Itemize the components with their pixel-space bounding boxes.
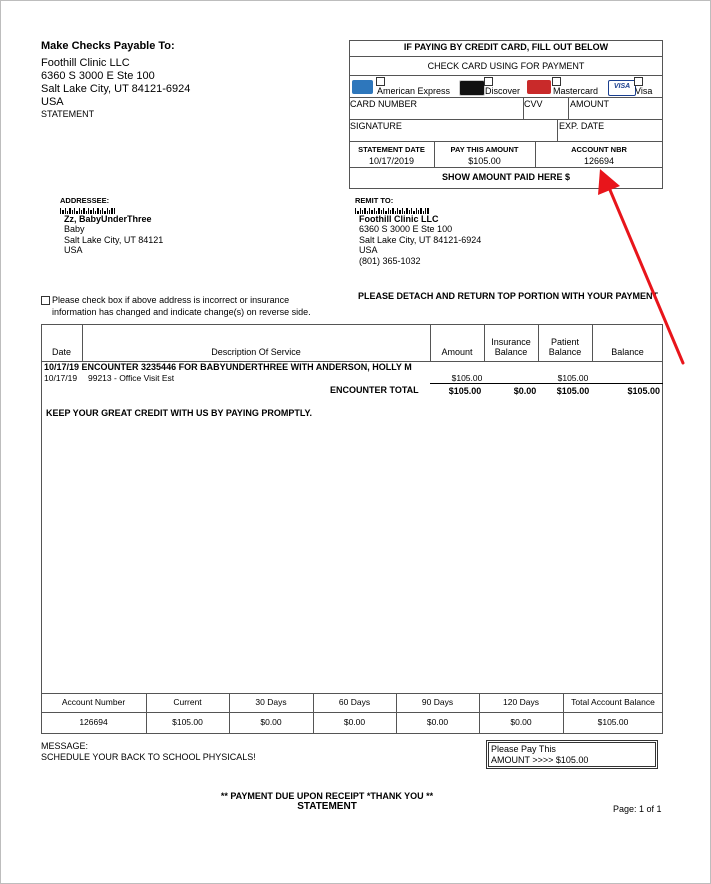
col-header-insurance: Insurance Balance	[491, 337, 531, 357]
aging-value: $0.00	[426, 717, 449, 727]
cvv-field[interactable]: CVV	[524, 99, 543, 109]
col-header-description: Description Of Service	[211, 347, 301, 357]
account-nbr-value: 126694	[583, 156, 615, 166]
service-date: 10/17/19	[44, 373, 78, 383]
addressee-country: USA	[64, 245, 83, 255]
aging-header: 90 Days	[421, 697, 454, 707]
account-nbr-label: ACCOUNT NBR	[571, 145, 627, 154]
aging-header: 120 Days	[503, 697, 539, 707]
visa-logo-icon: VISA	[608, 80, 636, 96]
aging-header: Total Account Balance	[571, 697, 655, 707]
addressee-name: Zz, BabyUnderThree	[64, 213, 152, 224]
aging-header: Current	[173, 697, 202, 707]
remit-street: 6360 S 3000 E Ste 100	[359, 224, 453, 234]
amex-checkbox[interactable]	[376, 77, 385, 86]
notice-line1: Please check box if above address is incorrect or insurance	[52, 295, 290, 305]
pay-amount-label: PAY THIS AMOUNT	[450, 145, 519, 154]
message-label: MESSAGE:	[41, 741, 89, 751]
aging-value: $105.00	[597, 717, 629, 727]
check-card-label: CHECK CARD USING FOR PAYMENT	[427, 61, 585, 71]
remit-country: USA	[359, 245, 378, 255]
aging-value: $105.00	[172, 717, 203, 727]
visa-checkbox[interactable]	[634, 77, 643, 86]
mastercard-checkbox[interactable]	[552, 77, 561, 86]
statement-date-label: STATEMENT DATE	[358, 145, 425, 154]
remit-label: REMIT TO:	[355, 196, 394, 205]
message-block	[41, 741, 256, 763]
payable-heading: Make Checks Payable To:	[41, 40, 175, 52]
detach-instruction: PLEASE DETACH AND RETURN TOP PORTION WITH YOUR PAYMENT	[358, 291, 659, 301]
aging-value: $0.00	[510, 717, 532, 727]
aging-header: 60 Days	[338, 697, 371, 707]
annotation-arrow-icon	[590, 165, 690, 370]
total-insurance: $0.00	[513, 386, 537, 396]
remit-block	[355, 196, 481, 266]
service-description: 99213 - Office Visit Est	[88, 373, 175, 383]
please-pay-line1: Please Pay This	[491, 744, 556, 754]
card-number-field[interactable]: CARD NUMBER	[350, 99, 418, 109]
remit-name: Foothill Clinic LLC	[359, 213, 439, 224]
total-patient: $105.00	[556, 386, 590, 396]
aging-header: Account Number	[61, 697, 126, 707]
please-pay-text	[491, 744, 588, 766]
document-type: STATEMENT	[41, 109, 95, 119]
please-pay-line2: AMOUNT >>>> $105.00	[491, 755, 589, 765]
show-amount-paid-field[interactable]: SHOW AMOUNT PAID HERE $	[441, 172, 570, 182]
remit-barcode-icon	[355, 207, 481, 214]
service-patient-balance: $105.00	[557, 373, 589, 383]
col-header-balance: Balance	[611, 347, 644, 357]
credit-note: KEEP YOUR GREAT CREDIT WITH US BY PAYING PROMPTLY.	[46, 408, 313, 418]
col-header-amount: Amount	[441, 347, 473, 357]
addressee-label: ADDRESSEE:	[60, 196, 110, 205]
total-amount: $105.00	[448, 386, 482, 396]
statement-date-value: 10/17/2019	[368, 156, 415, 166]
credit-card-header: IF PAYING BY CREDIT CARD, FILL OUT BELOW	[403, 42, 609, 52]
page-number: Page: 1 of 1	[613, 804, 662, 814]
payable-block	[41, 40, 190, 120]
signature-field[interactable]: SIGNATURE	[350, 121, 402, 131]
aging-value: 126694	[79, 717, 108, 727]
remit-city: Salt Lake City, UT 84121-6924	[359, 234, 482, 245]
payable-country: USA	[41, 96, 64, 108]
discover-logo-icon	[459, 80, 485, 96]
discover-label: Discover	[485, 86, 521, 96]
exp-date-field[interactable]: EXP. DATE	[559, 121, 605, 131]
visa-label: Visa	[635, 86, 653, 96]
aging-value: $0.00	[343, 717, 366, 727]
address-change-checkbox[interactable]	[41, 296, 50, 305]
encounter-line: 10/17/19 ENCOUNTER 3235446 FOR BABYUNDERTHREE WITH ANDERSON, HOLLY M	[44, 362, 412, 372]
col-header-patient: Patient Balance	[548, 337, 582, 357]
payable-street: 6360 S 3000 E Ste 100	[41, 70, 155, 82]
notice-line2: information has changed and indicate change(s) on reverse side.	[52, 307, 311, 317]
amex-label: American Express	[377, 86, 451, 96]
mastercard-label: Mastercard	[553, 86, 599, 96]
pay-amount-value: $105.00	[468, 156, 501, 166]
remit-phone: (801) 365-1032	[359, 255, 421, 266]
amount-field[interactable]: AMOUNT	[570, 99, 609, 109]
service-amount: $105.00	[451, 373, 483, 383]
message-text: SCHEDULE YOUR BACK TO SCHOOL PHYSICALS!	[41, 752, 256, 762]
total-balance: $105.00	[627, 386, 660, 396]
amex-logo-icon	[352, 80, 373, 94]
footer-statement: STATEMENT	[297, 801, 357, 812]
mastercard-logo-icon	[527, 80, 551, 94]
address-change-notice	[52, 294, 311, 318]
aging-header: 30 Days	[255, 697, 287, 707]
payment-due-notice: ** PAYMENT DUE UPON RECEIPT *THANK YOU **	[220, 791, 434, 801]
payable-city: Salt Lake City, UT 84121-6924	[41, 83, 191, 95]
addressee-block	[60, 196, 163, 256]
aging-value: $0.00	[260, 717, 282, 727]
col-header-date: Date	[51, 347, 71, 357]
addressee-line2: Baby	[64, 224, 85, 234]
encounter-total-label: ENCOUNTER TOTAL	[330, 385, 419, 395]
discover-checkbox[interactable]	[484, 77, 493, 86]
addressee-barcode-icon	[60, 207, 163, 214]
addressee-city: Salt Lake City, UT 84121	[64, 234, 164, 245]
payable-name: Foothill Clinic LLC	[41, 57, 130, 69]
